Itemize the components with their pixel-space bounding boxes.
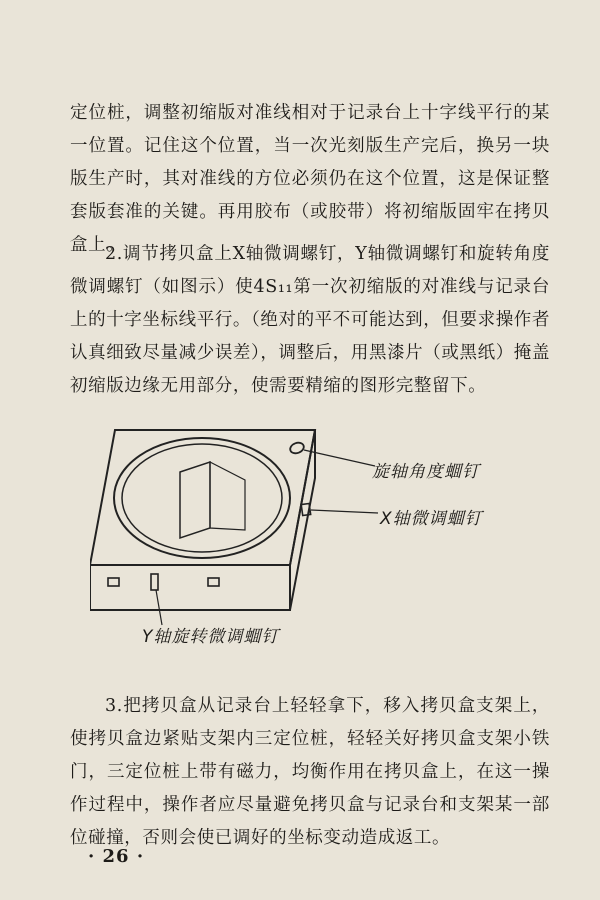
paragraph-1: 定位桩，调整初缩版对准线相对于记录台上十字线平行的某一位置。记住这个位置，当一次光刻版生产完后，换另一块版生产时，其对准线的方位必须仍在这个位置，这是保证整套版套准的关键。再用胶布（或胶带）将初缩版固牢在拷贝盒上。 [70, 103, 550, 255]
copy-box-drawing [90, 400, 540, 660]
x-axis-screw-label: X轴微调蜖钉 [380, 509, 483, 529]
paragraph-3: 3.把拷贝盒从记录台上轻轻拿下，移入拷贝盒支架上，使拷贝盒边紧贴支架内三定位桩，轻轻关好拷贝盒支架小铁门，三定位桩上带有磁力，均衡作用在拷贝盒上，在这一操作过程中，操作者应尽量避免拷贝盒与记录台和支架某一部位碰撞，否则会使已调好的坐标变动造成返工。 [70, 696, 550, 848]
rotation-screw-label: 旋轴角度蜖钉 [372, 462, 480, 482]
copy-box-figure [90, 400, 540, 660]
paragraph-2: 2.调节拷贝盒上X轴微调螺钉，Y轴微调螺钉和旋转角度微调螺钉（如图示）使4S₁₁第一次初缩版的对准线与记录台上的十字坐标线平行。（绝对的平不可能达到，但要求操作者认真细致尽量减少误差），调整后，用黑漆片（或黑纸）掩盖初缩版边缘无用部分，使需要精缩的图形完整留下。 [70, 244, 550, 396]
y-axis-screw-label: Y轴旋转微调蜖钉 [142, 627, 280, 647]
page-number: · 26 · [88, 846, 145, 867]
